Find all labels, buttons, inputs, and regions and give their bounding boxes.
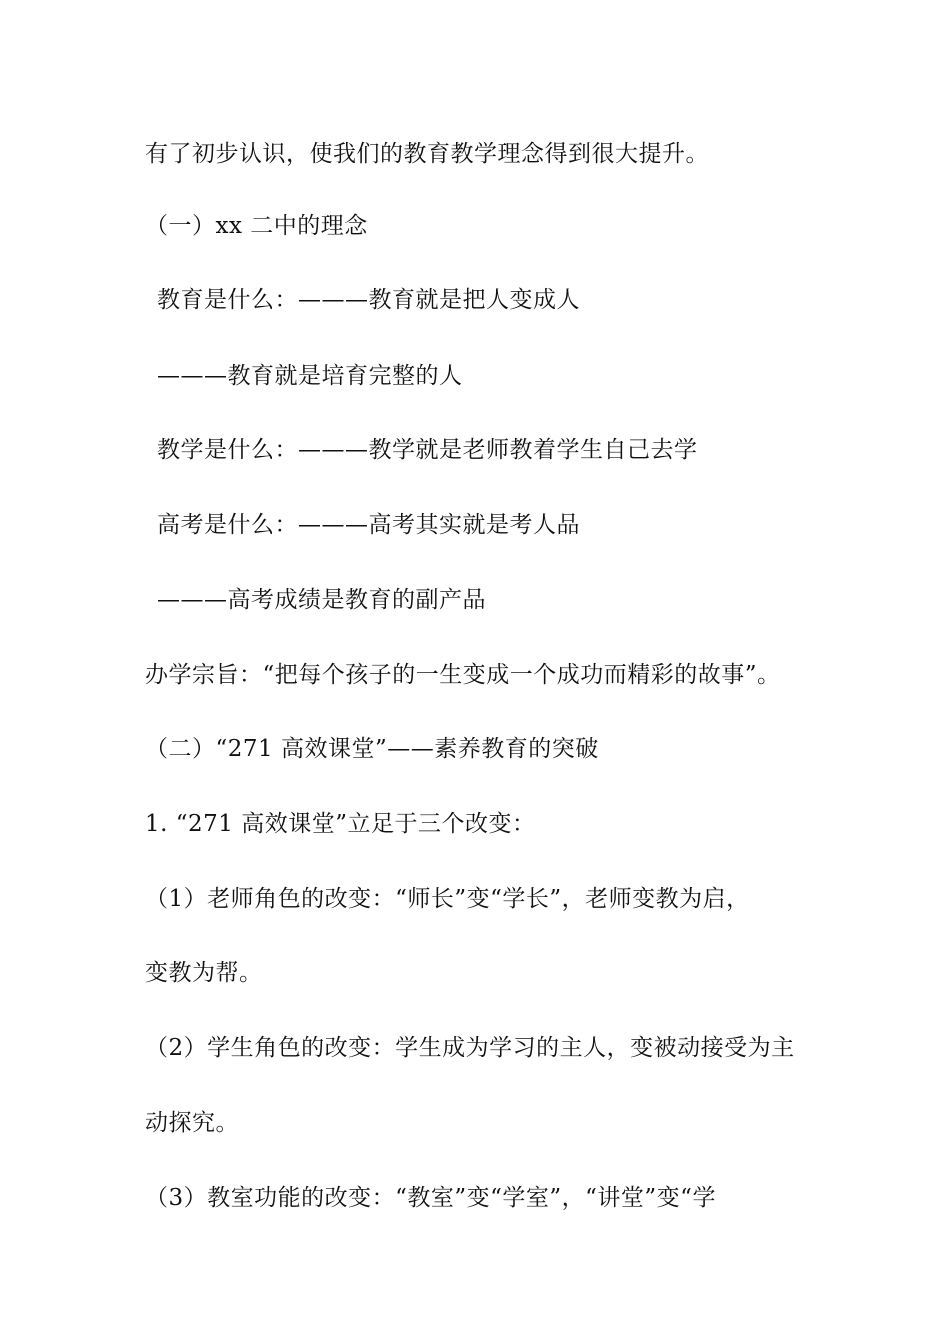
list-item: （1）老师角色的改变：“师长”变“学长”，老师变教为启， xyxy=(145,886,750,912)
list-item: （3）教室功能的改变：“教室”变“学室”，“讲堂”变“学 xyxy=(145,1185,716,1211)
body-text-line: ———教育就是培育完整的人 xyxy=(157,363,463,389)
section-heading: （二）“271 高效课堂”——素养教育的突破 xyxy=(145,736,599,762)
list-item-continuation: 动探究。 xyxy=(145,1110,239,1136)
list-item: （2）学生角色的改变：学生成为学习的主人，变被动接受为主 xyxy=(145,1035,795,1061)
section-heading: （一）xx 二中的理念 xyxy=(145,213,368,239)
body-text-line: ———高考成绩是教育的副产品 xyxy=(157,587,486,613)
body-text-line: 办学宗旨：“把每个孩子的一生变成一个成功而精彩的故事”。 xyxy=(145,662,781,688)
body-text-line: 教育是什么：———教育就是把人变成人 xyxy=(157,287,580,313)
body-text-line: 高考是什么：———高考其实就是考人品 xyxy=(157,512,580,538)
list-item-continuation: 变教为帮。 xyxy=(145,960,263,986)
body-text-line: 教学是什么：———教学就是老师教着学生自己去学 xyxy=(157,437,698,463)
body-text-line: 有了初步认识，使我们的教育教学理念得到很大提升。 xyxy=(145,141,709,167)
list-item-heading: 1. “271 高效课堂”立足于三个改变： xyxy=(145,811,536,837)
